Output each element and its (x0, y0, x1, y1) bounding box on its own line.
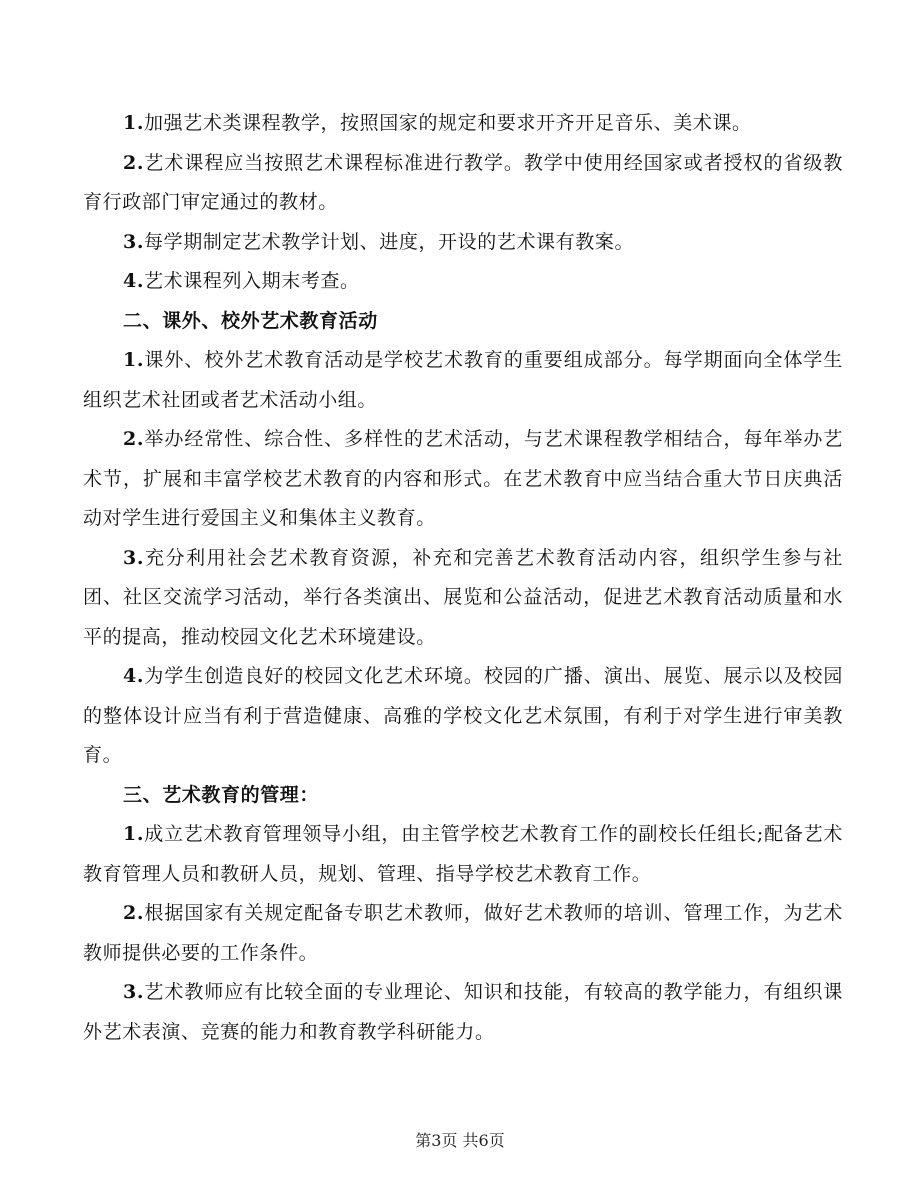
paragraph-text: 为学生创造良好的校园文化艺术环境。校园的广播、演出、展览、展示以及校园的整体设计应当有利于营造健康、高雅的学校文化艺术氛围，有利于对学生进行审美教育。 (83, 665, 843, 766)
paragraph-text: 充分利用社会艺术教育资源，补充和完善艺术教育活动内容，组织学生参与社团、社区交流学习活动，举行各类演出、展览和公益活动，促进艺术教育活动质量和水平的提高，推动校园文化艺术环境建设。 (83, 546, 843, 648)
paragraph (83, 223, 843, 263)
paragraph-text: 艺术课程应当按照艺术课程标准进行教学。教学中使用经国家或者授权的省级教育行政部门审定通过的教材。 (83, 151, 843, 213)
item-number: 3. (123, 230, 145, 253)
item-number: 2. (123, 902, 145, 924)
paragraph-text: 成立艺术教育管理领导小组，由主管学校艺术教育工作的副校长任组长;配备艺术教育管理人员和教研人员，规划、管理、指导学校艺术教育工作。 (83, 823, 843, 885)
item-number: 3. (123, 981, 145, 1003)
paragraph-text: 艺术课程列入期末考查。 (144, 270, 360, 292)
paragraph (83, 262, 843, 302)
paragraph-text: 每学期制定艺术教学计划、进度，开设的艺术课有教案。 (144, 230, 635, 253)
paragraph (83, 657, 843, 776)
paragraph-text: 举办经常性、综合性、多样性的艺术活动，与艺术课程教学相结合，每年举办艺术节，扩展和丰富学校艺术教育的内容和形式。在艺术教育中应当结合重大节日庆典活动对学生进行爱国主义和集体主义教育。 (83, 428, 843, 529)
item-number: 4. (123, 270, 145, 292)
item-number: 2. (123, 428, 145, 450)
section-heading: 二、课外、校外艺术教育活动 (123, 309, 378, 332)
paragraph (83, 341, 843, 420)
section-heading: 三、艺术教育的管理： (123, 783, 320, 806)
paragraph (83, 144, 843, 223)
paragraph-text: 根据国家有关规定配备专职艺术教师，做好艺术教师的培训、管理工作，为艺术教师提供必要的工作条件。 (83, 902, 843, 964)
paragraph-text: 加强艺术类课程教学，按照国家的规定和要求开齐开足音乐、美术课。 (144, 112, 752, 134)
paragraph (83, 539, 843, 658)
paragraph (83, 894, 843, 973)
page-footer: 第3页 共6页 (415, 1131, 505, 1150)
paragraph-text: 课外、校外艺术教育活动是学校艺术教育的重要组成部分。每学期面向全体学生组织艺术社团或者艺术活动小组。 (83, 349, 843, 411)
item-number: 1. (123, 823, 145, 845)
item-number: 1. (123, 112, 145, 134)
paragraph (83, 815, 843, 894)
item-number: 3. (123, 546, 145, 569)
paragraph (83, 104, 843, 144)
paragraph (83, 973, 843, 1052)
paragraph (83, 420, 843, 539)
item-number: 4. (123, 665, 145, 687)
paragraph-text: 艺术教师应有比较全面的专业理论、知识和技能，有较高的教学能力，有组织课外艺术表演、竞赛的能力和教育教学科研能力。 (83, 981, 843, 1043)
document-body (83, 104, 843, 1052)
item-number: 2. (123, 151, 145, 174)
item-number: 1. (123, 349, 145, 371)
